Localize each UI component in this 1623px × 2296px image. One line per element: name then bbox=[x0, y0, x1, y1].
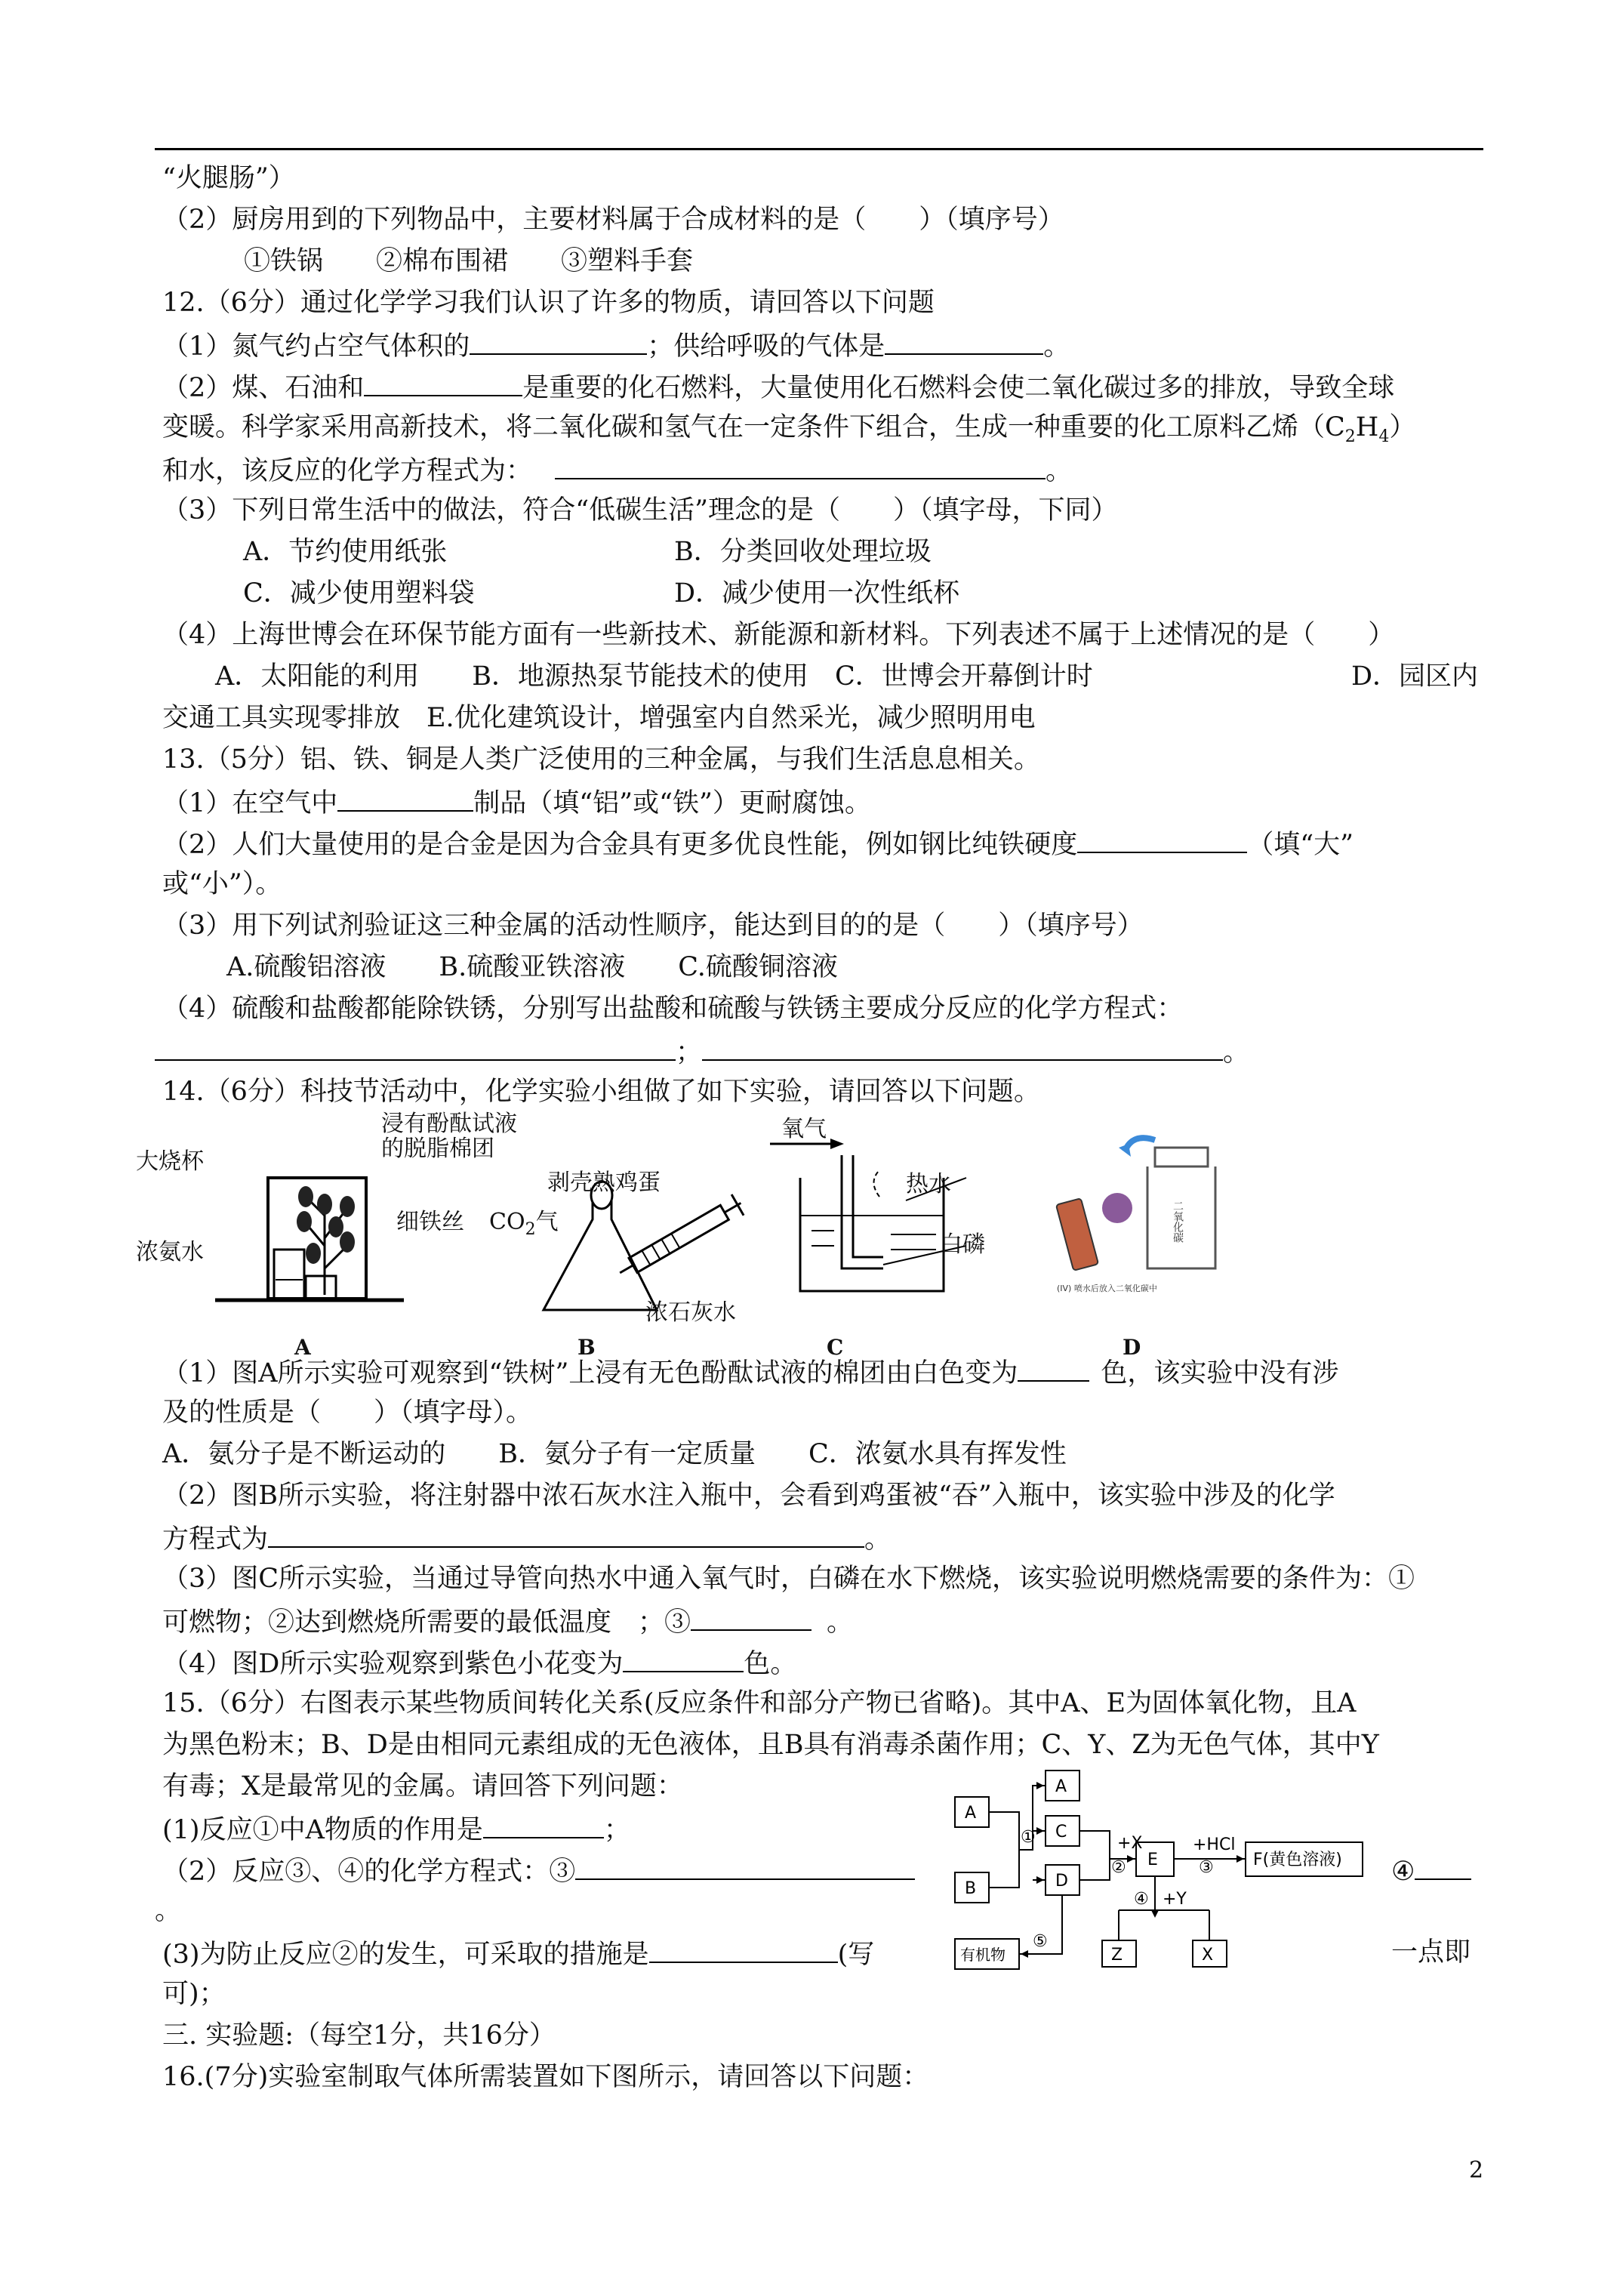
text-line: 和水，该反应的化学方程式为： 。 bbox=[162, 452, 1072, 488]
option-d: D．减少使用一次性纸杯 bbox=[674, 578, 960, 609]
answer-blank[interactable] bbox=[885, 328, 1043, 355]
text-line: （4）图D所示实验观察到紫色小花变为 色。 bbox=[162, 1645, 796, 1681]
reaction-1: ① bbox=[1021, 1828, 1036, 1847]
text-line: （2）厨房用到的下列物品中，主要材料属于合成材料的是（ ）（填序号） bbox=[162, 205, 1064, 235]
text-line: 。 bbox=[155, 1896, 182, 1926]
label-cotton: 浸有酚酞试液 bbox=[381, 1111, 517, 1137]
option-a: A．节约使用纸张 bbox=[243, 537, 448, 567]
text-line: (1)反应①中A物质的作用是 ； bbox=[162, 1811, 630, 1847]
label-oxygen: 氧气 bbox=[781, 1116, 827, 1142]
question-13-title: 13.（5分）铝、铁、铜是人类广泛使用的三种金属，与我们生活息息相关。 bbox=[162, 744, 1040, 775]
figure-label-b: B bbox=[577, 1335, 596, 1360]
figure-d-flower-bottle bbox=[1042, 1117, 1238, 1306]
text-line: （1）氮气约占空气体积的 ；供给呼吸的气体是 。 bbox=[162, 328, 1070, 363]
text-line: 可燃物；②达到燃烧所需要的最低温度 ；③ 。 bbox=[162, 1604, 853, 1639]
figure-a-ammonia-tree bbox=[215, 1125, 404, 1321]
node-a2: A bbox=[1055, 1777, 1067, 1796]
question-14-title: 14.（6分）科技节活动中，化学实验小组做了如下实验，请回答以下问题。 bbox=[162, 1077, 1040, 1107]
option-b: B．分类回收处理垃圾 bbox=[674, 537, 932, 567]
question-15-title: 15.（6分）右图表示某些物质间转化关系(反应条件和部分产物已省略)。其中A、E为固体氧化物，且A bbox=[162, 1688, 1357, 1718]
node-e: E bbox=[1147, 1851, 1158, 1869]
answer-blank[interactable] bbox=[555, 452, 1046, 479]
text-line: 方程式为 。 bbox=[162, 1521, 891, 1556]
text-line: 为黑色粉末；B、D是由相同元素组成的无色液体，且B具有消毒杀菌作用；C、Y、Z为无色气体，其中Y bbox=[162, 1730, 1379, 1760]
answer-blank[interactable] bbox=[623, 1645, 744, 1672]
label-beaker: 大烧杯 bbox=[136, 1148, 204, 1175]
options-line: A．氨分子是不断运动的 B．氨分子有一定质量 C．浓氨水具有挥发性 bbox=[162, 1439, 1067, 1469]
question-16-title: 16.(7分)实验室制取气体所需装置如下图所示，请回答以下问题： bbox=[162, 2062, 929, 2092]
node-b: B bbox=[965, 1879, 977, 1898]
text-line: 变暖。科学家采用高新技术，将二氧化碳和氢气在一定条件下组合，生成一种重要的化工原料乙烯$(C_2H_4)$ bbox=[162, 412, 1416, 446]
bottle-label: 二氧化碳 bbox=[1172, 1200, 1184, 1243]
text-line: 可)； bbox=[162, 1979, 226, 2009]
answer-blank[interactable] bbox=[268, 1521, 864, 1548]
text-line: （1）图A所示实验可观察到“铁树”上浸有无色酚酞试液的棉团由白色变为 色，该实验中没有涉 bbox=[162, 1354, 1338, 1390]
label-hot-water: 热水 bbox=[906, 1171, 951, 1197]
text-line: （2）煤、石油和 是重要的化石燃料，大量使用化石燃料会使二氧化碳过多的排放，导致全球 bbox=[162, 369, 1394, 405]
answer-blank[interactable] bbox=[1415, 1853, 1471, 1880]
plus-hcl: +HCl bbox=[1193, 1835, 1236, 1854]
section-title: 三. 实验题:（每空1分，共16分） bbox=[162, 2020, 556, 2051]
text-line: （1）在空气中 制品（填“铝”或“铁”）更耐腐蚀。 bbox=[162, 784, 871, 820]
text-line: 有毒；X是最常见的金属。请回答下列问题： bbox=[162, 1771, 683, 1801]
text-line: ①铁锅 ②棉布围裙 ③塑料手套 bbox=[244, 246, 694, 276]
label-phosphorus: 白磷 bbox=[940, 1231, 985, 1258]
text-line: “火腿肠”） bbox=[162, 163, 295, 193]
figure-label-c: C bbox=[827, 1335, 844, 1360]
question-12-title: 12.（6分）通过化学学习我们认识了许多的物质，请回答以下问题 bbox=[162, 288, 935, 318]
label-egg: 剥壳熟鸡蛋 bbox=[547, 1170, 661, 1196]
text-line: （4）上海世博会在环保节能方面有一些新技术、新能源和新材料。下列表述不属于上述情况的是（ ） bbox=[162, 620, 1395, 650]
label-ammonia: 浓氨水 bbox=[136, 1239, 204, 1265]
plus-x: +X bbox=[1117, 1834, 1143, 1853]
label-wire: 细铁丝 bbox=[396, 1209, 464, 1235]
text-line: （3）图C所示实验，当通过导管向热水中通入氧气时，白磷在水下燃烧，该实验说明燃烧需要的条件为：① bbox=[162, 1564, 1415, 1594]
text-line: D．园区内 bbox=[1351, 661, 1479, 692]
node-f: F(黄色溶液) bbox=[1253, 1851, 1342, 1869]
text-line: 一点即 bbox=[1391, 1937, 1471, 1968]
answer-blank[interactable] bbox=[702, 1034, 1223, 1061]
answer-blank[interactable] bbox=[1077, 826, 1247, 853]
option-c: C．减少使用塑料袋 bbox=[243, 578, 475, 609]
text-line: 或“小”）。 bbox=[162, 869, 282, 899]
answer-blank[interactable] bbox=[1018, 1354, 1089, 1382]
label-limewater: 浓石灰水 bbox=[645, 1299, 736, 1326]
answer-blank[interactable] bbox=[337, 784, 473, 812]
label-co2: $CO_2$气 bbox=[489, 1209, 559, 1239]
header-rule bbox=[155, 148, 1483, 150]
text-line: ④ bbox=[1391, 1853, 1471, 1888]
options-line: A.硫酸铝溶液 B.硫酸亚铁溶液 C.硫酸铜溶液 bbox=[226, 952, 838, 982]
answer-blank[interactable] bbox=[575, 1853, 915, 1880]
page-number: 2 bbox=[1469, 2157, 1484, 2184]
figure-d-caption: (IV) 喷水后放入二氧化碳中 bbox=[1057, 1284, 1157, 1293]
answer-blank[interactable] bbox=[691, 1604, 812, 1631]
text-line: (3)为防止反应②的发生，可采取的措施是 (写 bbox=[162, 1936, 874, 1971]
flow-diagram bbox=[944, 1767, 1397, 1971]
figure-label-d: D bbox=[1123, 1335, 1141, 1360]
text-line: （4）硫酸和盐酸都能除铁锈，分别写出盐酸和硫酸与铁锈主要成分反应的化学方程式： bbox=[162, 994, 1184, 1024]
node-a: A bbox=[965, 1804, 977, 1823]
text-line: ； 。 bbox=[155, 1034, 1249, 1069]
answer-blank[interactable] bbox=[155, 1034, 676, 1061]
text-line: （2）人们大量使用的是合金是因为合金具有更多优良性能，例如钢比纯铁硬度 （填“大” bbox=[162, 826, 1354, 861]
label-cotton: 的脱脂棉团 bbox=[381, 1136, 494, 1162]
reaction-3: ③ bbox=[1199, 1858, 1214, 1877]
figure-c-phosphorus bbox=[770, 1125, 1012, 1299]
text-line: （2）图B所示实验，将注射器中浓石灰水注入瓶中，会看到鸡蛋被“吞”入瓶中，该实验中涉及的化学 bbox=[162, 1481, 1335, 1511]
figure-label-a: A bbox=[294, 1335, 311, 1360]
answer-blank[interactable] bbox=[649, 1936, 838, 1963]
reaction-2: ② bbox=[1111, 1858, 1126, 1877]
answer-blank[interactable] bbox=[364, 369, 522, 396]
text-line: （3）下列日常生活中的做法，符合“低碳生活”理念的是（ ）（填字母，下同） bbox=[162, 495, 1118, 525]
node-x: X bbox=[1202, 1946, 1214, 1965]
text-line: （3）用下列试剂验证这三种金属的活动性顺序，能达到目的的是（ ）（填序号） bbox=[162, 911, 1144, 941]
reaction-4: ④ bbox=[1134, 1890, 1149, 1909]
answer-blank[interactable] bbox=[483, 1811, 604, 1838]
text-line: 交通工具实现零排放 E.优化建筑设计，增强室内自然采光，减少照明用电 bbox=[162, 703, 1036, 733]
reaction-5: ⑤ bbox=[1033, 1932, 1048, 1951]
text-line: A．太阳能的利用 B．地源热泵节能技术的使用 C．世博会开幕倒计时 bbox=[215, 661, 1093, 692]
answer-blank[interactable] bbox=[470, 328, 647, 355]
plus-y: +Y bbox=[1163, 1890, 1187, 1909]
node-d: D bbox=[1055, 1872, 1068, 1891]
node-organic: 有机物 bbox=[960, 1946, 1006, 1964]
text-line: （2）反应③、④的化学方程式：③ bbox=[162, 1853, 915, 1888]
text-line: 及的性质是（ ）（填字母）。 bbox=[162, 1398, 533, 1428]
node-c: C bbox=[1055, 1823, 1067, 1841]
node-z: Z bbox=[1111, 1946, 1123, 1965]
